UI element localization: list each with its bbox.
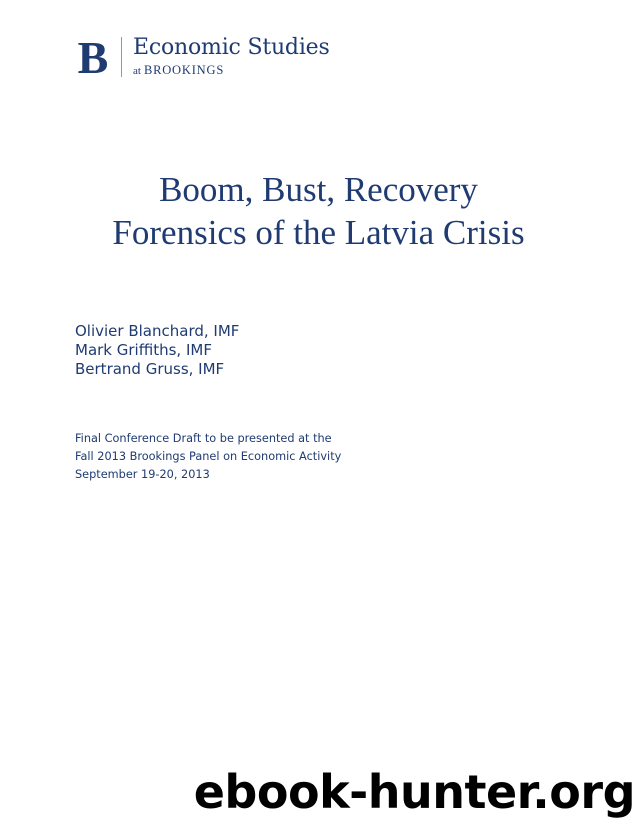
logo-sub-prefix: at [133, 65, 141, 77]
logo-letter: B [77, 36, 109, 78]
conference-note [75, 430, 341, 484]
paper-title [0, 168, 637, 254]
logo-sub-org: BROOKINGS [143, 63, 225, 77]
note-line-3: September 19-20, 2013 [75, 468, 210, 481]
author-list [75, 322, 239, 379]
watermark: ebook-hunter.org [193, 765, 635, 819]
note-line-1: Final Conference Draft to be presented at the [75, 432, 332, 445]
title-line-1: Boom, Bust, Recovery [159, 170, 478, 209]
note-line-2: Fall 2013 Brookings Panel on Economic Activity [75, 450, 342, 463]
author-item: Olivier Blanchard, IMF [75, 322, 240, 340]
logo-subtitle [133, 63, 224, 78]
author-item: Bertrand Gruss, IMF [75, 360, 225, 378]
brookings-b-icon [75, 36, 111, 78]
title-line-2: Forensics of the Latvia Crisis [112, 213, 525, 252]
author-item: Mark Griffiths, IMF [75, 341, 212, 359]
logo-divider [121, 37, 122, 77]
logo-title: Economic Studies [133, 35, 330, 60]
